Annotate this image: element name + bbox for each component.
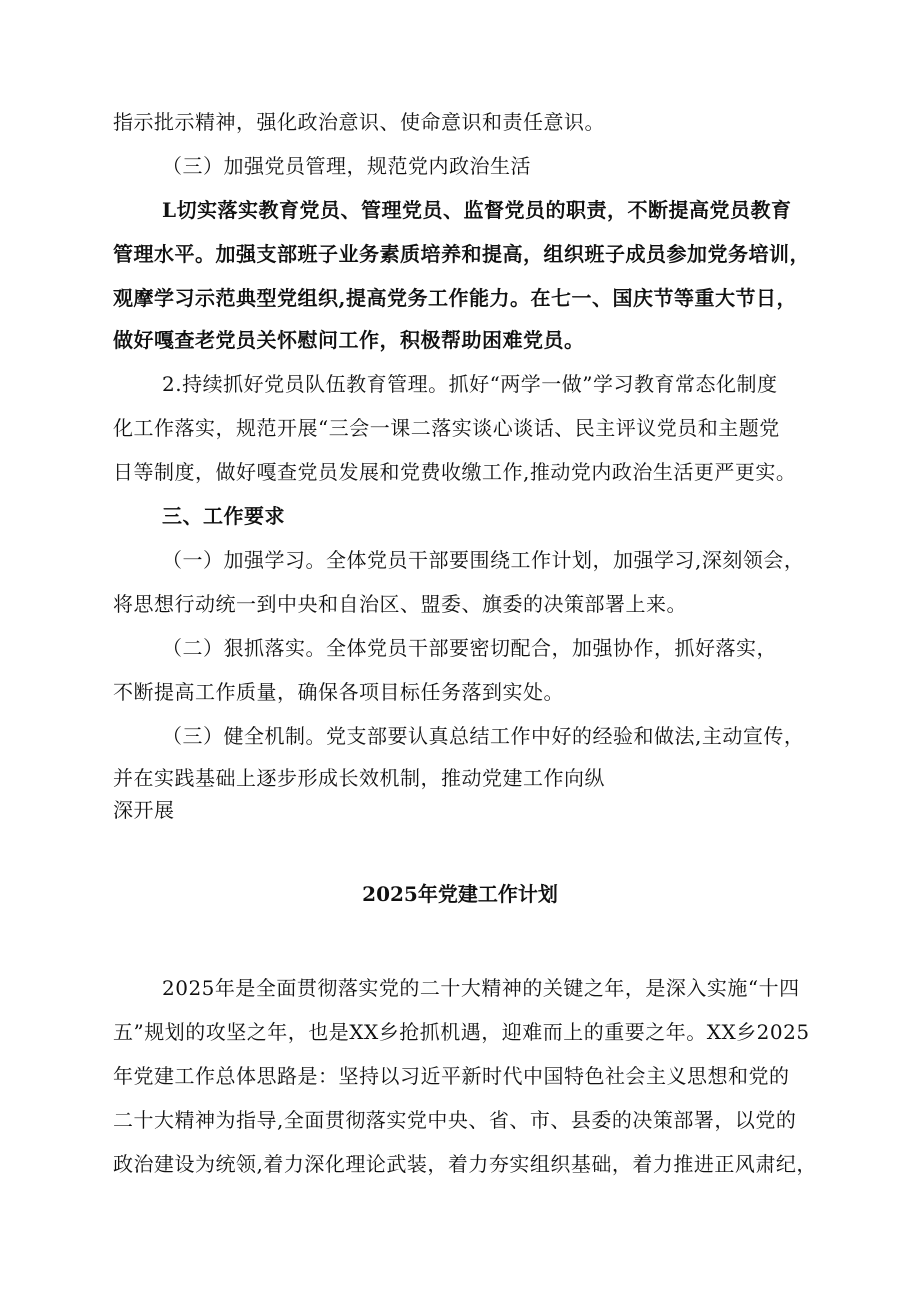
text-line: （一）加强学习。全体党员干部要围绕工作计划，加强学习,深刻领会，: [162, 548, 805, 572]
text-line: 并在实践基础上逐步形成长效机制，推动党建工作向纵: [113, 766, 605, 790]
text-line: 年党建工作总体思路是：坚持以习近平新时代中国特色社会主义思想和党的: [113, 1064, 790, 1088]
text-line: 管理水平。加强支部班子业务素质培养和提高，组织班子成员参加党务培训，: [113, 242, 810, 266]
text-line: 指示批示精神，强化政治意识、使命意识和责任意识。: [113, 110, 605, 134]
text-line: 日等制度，做好嘎查党员发展和党费收缴工作,推动党内政治生活更严更实。: [113, 460, 797, 484]
section-heading: 三、工作要求: [162, 504, 285, 528]
text-line: 二十大精神为指导,全面贯彻落实党中央、省、市、县委的决策部署，以党的: [113, 1108, 797, 1132]
text-line: （二）狠抓落实。全体党员干部要密切配合，加强协作，抓好落实，: [162, 636, 777, 660]
text-line: 2025年是全面贯彻落实党的二十大精神的关键之年，是深入实施“十四: [162, 976, 800, 1000]
subsection-heading: （三）加强党员管理，规范党内政治生活: [162, 154, 531, 178]
text-line: （三）健全机制。党支部要认真总结工作中好的经验和做法,主动宣传，: [162, 724, 805, 748]
text-line: 化工作落实，规范开展“三会一课二落实谈心谈话、民主评议党员和主题党: [113, 416, 780, 440]
text-line: 政治建设为统领,着力深化理论武装，着力夯实组织基础，着力推进正风肃纪，: [113, 1152, 817, 1176]
text-line: 不断提高工作质量，确保各项目标任务落到实处。: [113, 680, 564, 704]
document-title: 2025年党建工作计划: [362, 882, 558, 906]
text-line: L切实落实教育党员、管理党员、监督党员的职责，不断提高党员教育: [162, 198, 792, 222]
text-line: 五”规划的攻坚之年，也是XX乡抢抓机遇，迎难而上的重要之年。XX乡2025: [113, 1020, 810, 1044]
text-line: 深开展: [113, 798, 175, 822]
text-line: 将思想行动统一到中央和自治区、盟委、旗委的决策部署上来。: [113, 592, 687, 616]
text-line: 观摩学习示范典型党组织,提高党务工作能力。在七一、国庆节等重大节日，: [113, 286, 797, 310]
text-line: 2.持续抓好党员队伍教育管理。抓好“两学一做”学习教育常态化制度: [162, 372, 778, 396]
text-line: 做好嘎查老党员关怀慰问工作，积极帮助困难党员。: [113, 328, 585, 352]
